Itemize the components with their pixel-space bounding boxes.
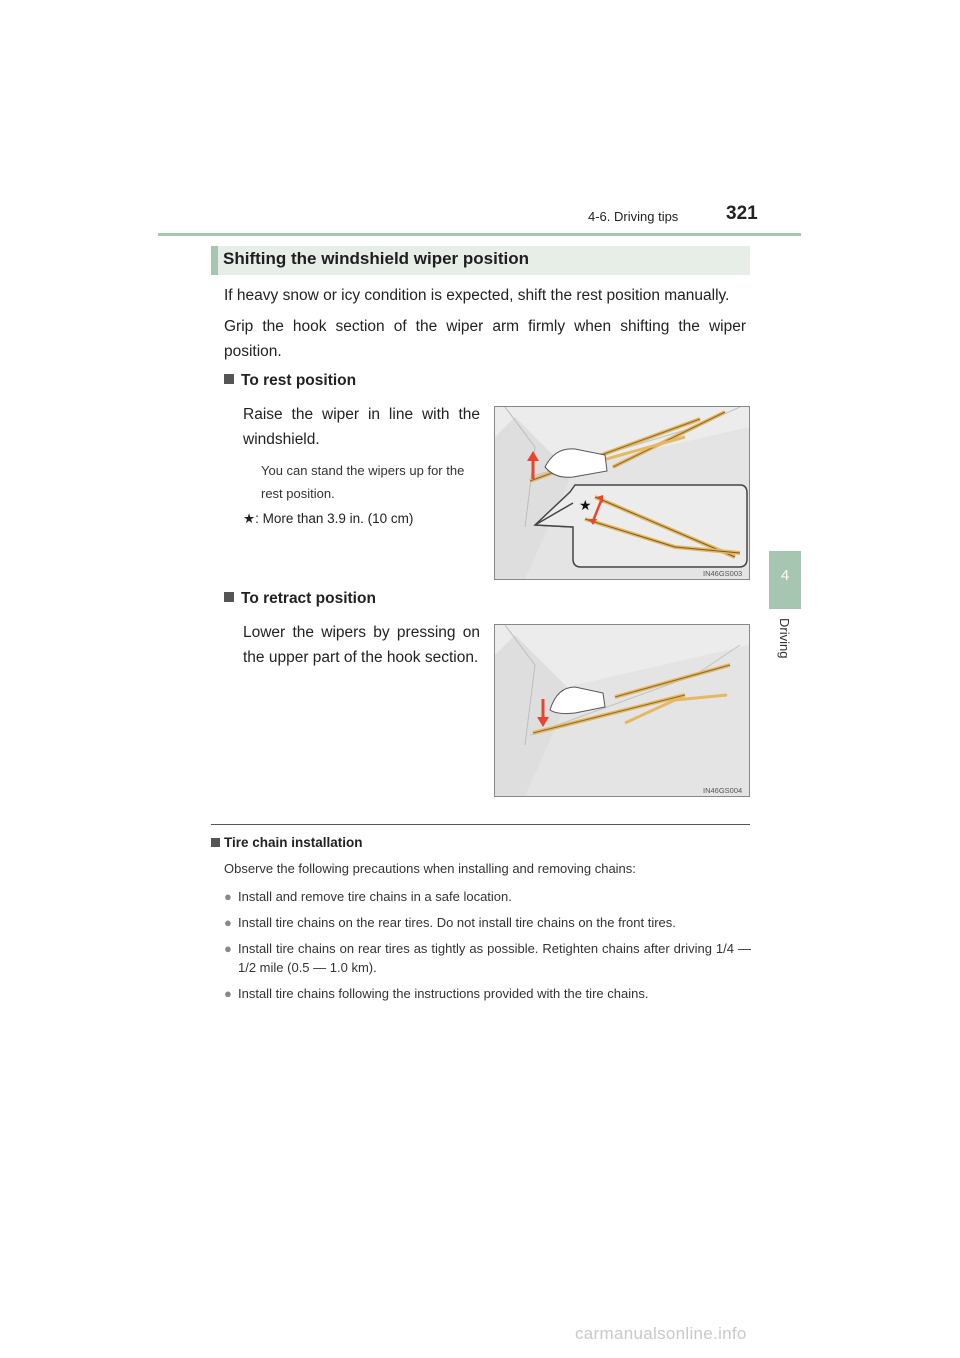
star-icon: ★ — [243, 511, 256, 526]
list-item-text: Install tire chains following the instructions provided with the tire chains. — [238, 986, 649, 1001]
wiper-raise-svg — [495, 407, 749, 579]
list-item-text: Install and remove tire chains in a safe location. — [238, 889, 512, 904]
star-marker-icon: ★ — [579, 498, 592, 514]
list-item — [224, 913, 751, 932]
list-item-text: Install tire chains on rear tires as tightly as possible. Retighten chains after driving 1/4 — 1/2 mile (0.5 — 1.0 km). — [238, 941, 751, 975]
list-item — [224, 984, 751, 1003]
watermark: carmanualsonline.info — [575, 1324, 747, 1343]
footnote-heading-text: Tire chain installation — [224, 835, 363, 850]
chapter-number: 4 — [780, 567, 790, 584]
page-number: 321 — [726, 203, 758, 224]
circle-bullet-icon: ● — [224, 986, 232, 1001]
header-section-title: 4-6. Driving tips — [588, 209, 679, 224]
circle-bullet-icon: ● — [224, 915, 232, 930]
star-note — [243, 511, 413, 527]
wiper-lower-svg — [495, 625, 749, 796]
rest-position-illustration — [494, 406, 750, 580]
chapter-label-text: Driving — [777, 618, 792, 659]
rest-position-note: You can stand the wipers up for the rest position. — [261, 463, 465, 501]
circle-bullet-icon: ● — [224, 941, 232, 956]
star-note-text: : More than 3.9 in. (10 cm) — [255, 511, 414, 526]
square-bullet-icon — [224, 592, 234, 602]
retract-position-instruction: Lower the wipers by pressing on the upper part of the hook section. — [243, 624, 480, 666]
circle-bullet-icon: ● — [224, 889, 232, 904]
list-item — [224, 939, 751, 977]
footnote-list — [224, 887, 751, 1010]
figure-code: IN46GS003 — [703, 569, 743, 578]
square-bullet-icon — [224, 374, 234, 384]
square-bullet-icon — [211, 838, 220, 847]
footnote-heading — [211, 835, 363, 850]
list-item-text: Install tire chains on the rear tires. Do not install tire chains on the front tires. — [238, 915, 676, 930]
retract-position-heading-text: To retract position — [241, 590, 376, 607]
list-item — [224, 887, 751, 906]
footnote-divider — [211, 824, 750, 825]
rest-position-instruction: Raise the wiper in line with the windshield. — [243, 406, 480, 448]
header-divider — [158, 233, 801, 236]
intro-paragraph-1: If heavy snow or icy condition is expected, shift the rest position manually. — [224, 287, 730, 304]
rest-position-heading-text: To rest position — [241, 372, 357, 389]
intro-paragraph-2: Grip the hook section of the wiper arm firmly when shifting the wiper position. — [224, 318, 746, 360]
chapter-label — [772, 618, 794, 678]
rest-position-heading — [224, 372, 356, 390]
figure-code: IN46GS004 — [703, 786, 743, 795]
retract-position-heading — [224, 590, 376, 608]
footnote-intro: Observe the following precautions when installing and removing chains: — [224, 861, 636, 876]
retract-position-illustration — [494, 624, 750, 797]
section-title: Shifting the windshield wiper position — [223, 249, 529, 268]
